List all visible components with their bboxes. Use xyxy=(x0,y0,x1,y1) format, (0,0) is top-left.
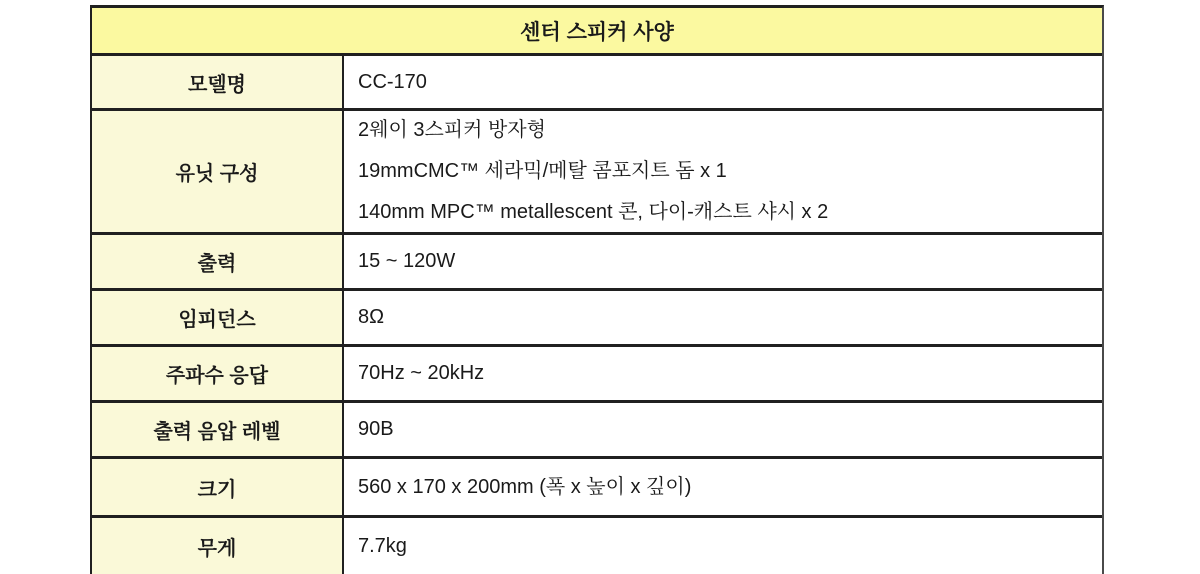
row-value xyxy=(344,235,1102,288)
row-label: 임피던스 xyxy=(92,291,344,344)
row-label: 주파수 응답 xyxy=(92,347,344,400)
table-row xyxy=(92,403,1102,459)
table-row xyxy=(92,291,1102,347)
table-row xyxy=(92,235,1102,291)
row-label: 무게 xyxy=(92,518,344,574)
table-title: 센터 스피커 사양 xyxy=(92,8,1102,56)
row-value xyxy=(344,56,1102,108)
row-label: 출력 xyxy=(92,235,344,288)
value-line: 2웨이 3스피커 방자형 xyxy=(358,119,546,141)
row-value xyxy=(344,403,1102,456)
row-value xyxy=(344,459,1102,515)
row-value xyxy=(344,291,1102,344)
value-line: 19mmCMC™ 세라믹/메탈 콤포지트 돔 x 1 xyxy=(358,160,727,182)
table-row xyxy=(92,459,1102,518)
table-body xyxy=(92,56,1102,574)
value-line: 8Ω xyxy=(358,306,385,328)
value-line: 7.7kg xyxy=(358,534,407,557)
row-value xyxy=(344,111,1102,232)
row-value xyxy=(344,347,1102,400)
value-line: 140mm MPC™ metallescent 콘, 다이-캐스트 샤시 x 2 xyxy=(358,201,829,223)
table-row xyxy=(92,347,1102,403)
value-line: 70Hz ~ 20kHz xyxy=(358,362,485,384)
row-label: 유닛 구성 xyxy=(92,111,344,232)
table-row xyxy=(92,56,1102,111)
table-row xyxy=(92,518,1102,574)
value-line: CC-170 xyxy=(358,70,427,93)
row-value xyxy=(344,518,1102,574)
row-label: 출력 음압 레벨 xyxy=(92,403,344,456)
row-label: 크기 xyxy=(92,459,344,515)
value-line: 560 x 170 x 200mm (폭 x 높이 x 깊이) xyxy=(358,475,692,498)
row-label: 모델명 xyxy=(92,56,344,108)
value-line: 90B xyxy=(358,418,394,440)
table-row xyxy=(92,111,1102,235)
value-line: 15 ~ 120W xyxy=(358,250,456,272)
speaker-spec-table xyxy=(90,5,1104,574)
